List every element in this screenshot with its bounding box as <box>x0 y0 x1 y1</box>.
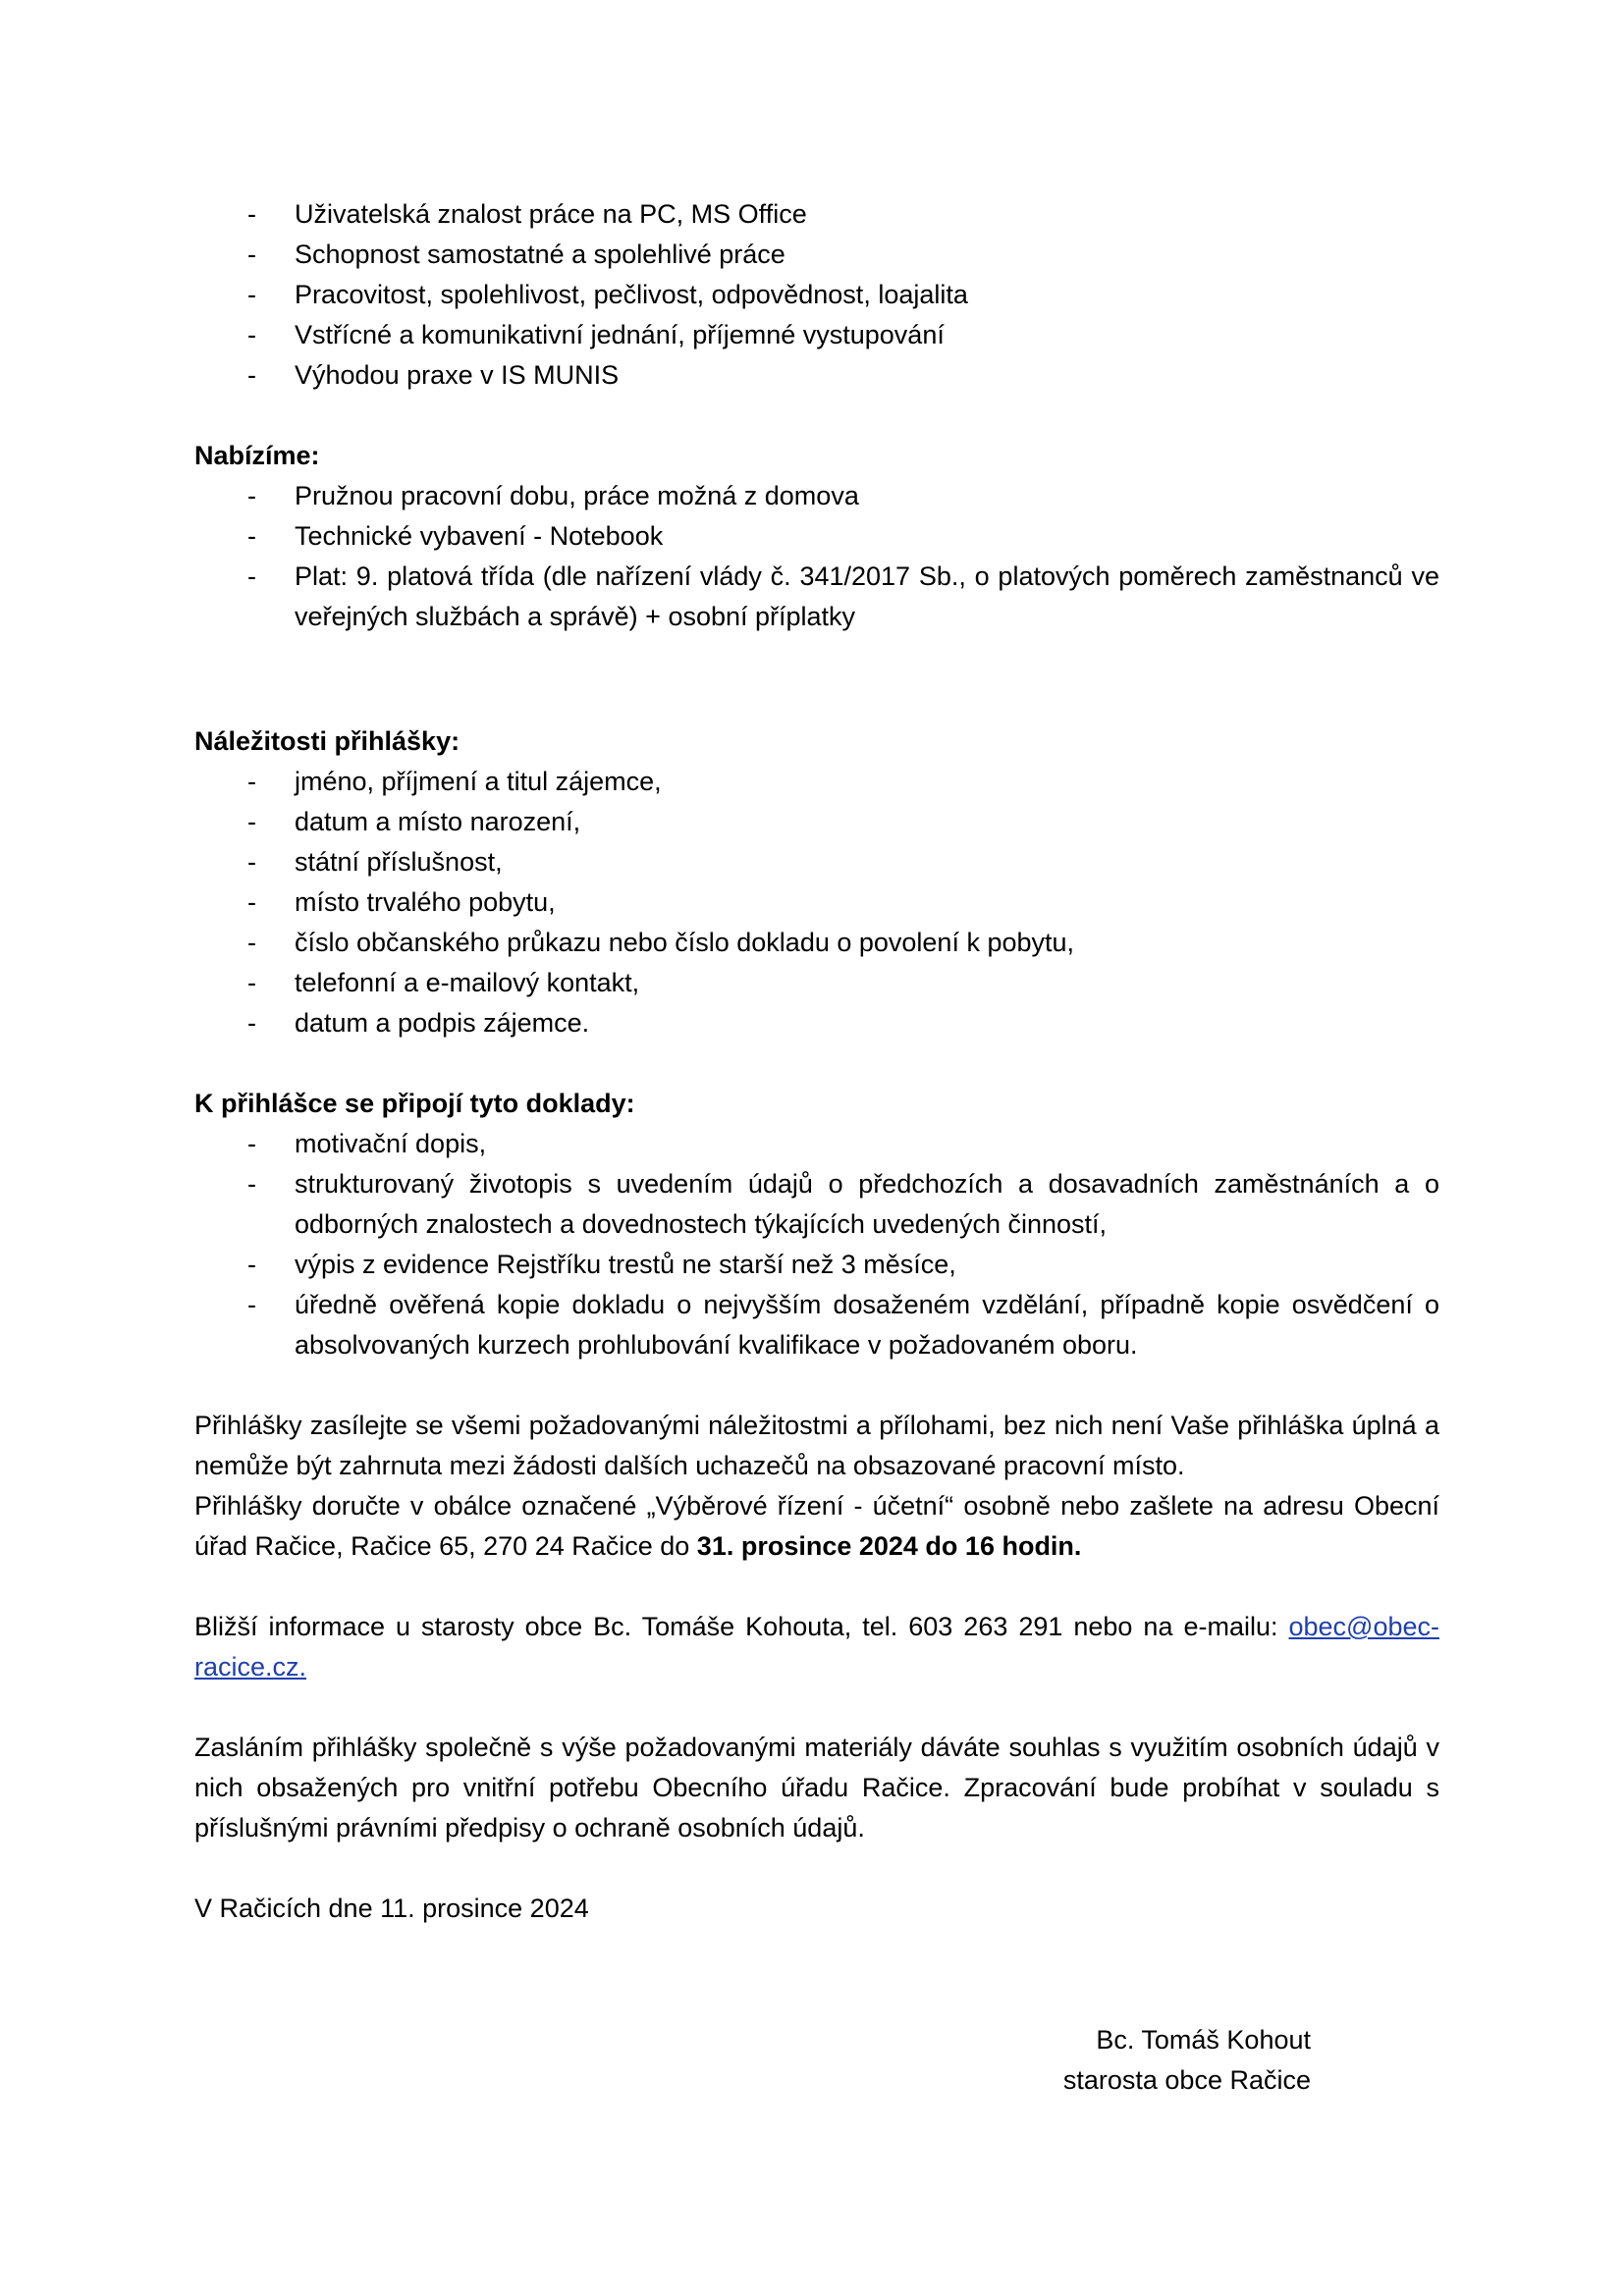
list-item: - místo trvalého pobytu, <box>194 882 1439 923</box>
list-item: - Výhodou praxe v IS MUNIS <box>194 355 1439 396</box>
requirements-list <box>194 194 1439 396</box>
offer-heading: Nabízíme: <box>194 441 320 470</box>
list-item: - datum a místo narození, <box>194 802 1439 842</box>
info-text: Bližší informace u starosty obce Bc. Tomáše Kohouta, tel. 603 263 291 nebo na e-mailu: <box>194 1612 1289 1641</box>
list-item: - datum a podpis zájemce. <box>194 1003 1439 1043</box>
documents-heading: K přihlášce se připojí tyto doklady: <box>194 1089 635 1118</box>
list-item: - Pracovitost, spolehlivost, pečlivost, odpovědnost, loajalita <box>194 275 1439 315</box>
consent-paragraph: Zasláním přihlášky společně s výše požadovanými materiály dáváte souhlas s využitím osobních údajů v nich obsažených pro vnitřní potřebu Obecního úřadu Račice. Zpracování bude probíhat v souladu s příslušnými právními předpisy o ochraně osobních údajů. <box>194 1733 1439 1842</box>
list-item: - Vstřícné a komunikativní jednání, příjemné vystupování <box>194 315 1439 355</box>
info-paragraph <box>194 1607 1439 1687</box>
signature-name: Bc. Tomáš Kohout <box>1096 2025 1311 2055</box>
list-item: - Uživatelská znalost práce na PC, MS Office <box>194 194 1439 235</box>
delivery-paragraph <box>194 1486 1439 1567</box>
signature-role: starosta obce Račice <box>1062 2065 1311 2095</box>
list-item: - Technické vybavení - Notebook <box>194 516 1439 557</box>
list-item: - výpis z evidence Rejstříku trestů ne starší než 3 měsíce, <box>194 1245 1439 1285</box>
deadline-text: 31. prosince 2024 do 16 hodin. <box>696 1531 1082 1561</box>
list-item: - jméno, příjmení a titul zájemce, <box>194 762 1439 802</box>
date-line: V Račicích dne 11. prosince 2024 <box>194 1894 589 1923</box>
list-item: - úředně ověřená kopie dokladu o nejvyšším dosaženém vzdělání, případně kopie osvědčení o absolvovaných kurzech prohlubování kvalifikace v požadovaném oboru. <box>194 1285 1439 1365</box>
list-item: - strukturovaný životopis s uvedením údajů o předchozích a dosavadních zaměstnáních a o odborných znalostech a dovednostech týkajících uvedených činností, <box>194 1164 1439 1245</box>
delivery-text: Přihlášky doručte v obálce označené „Výběrové řízení - účetní“ osobně nebo zašlete na adresu Obecní úřad Račice, Račice 65, 270 24 Račice do <box>194 1491 1439 1561</box>
application-list <box>194 762 1439 1043</box>
documents-list <box>194 1124 1439 1365</box>
list-item: - Plat: 9. platová třída (dle nařízení vlády č. 341/2017 Sb., o platových poměrech zaměstnanců ve veřejných službách a správě) + osobní příplatky <box>194 557 1439 637</box>
submission-paragraph: Přihlášky zasílejte se všemi požadovanými náležitostmi a přílohami, bez nich není Vaše přihláška úplná a nemůže být zahrnuta mezi žádosti dalších uchazečů na obsazované pracovní místo. <box>194 1411 1439 1480</box>
list-item: - motivační dopis, <box>194 1124 1439 1164</box>
list-item: - státní příslušnost, <box>194 842 1439 882</box>
offer-list <box>194 476 1439 637</box>
list-item: - Schopnost samostatné a spolehlivé práce <box>194 235 1439 275</box>
document-body <box>194 194 1439 1929</box>
email-link[interactable]: obec@obec-racice.cz. <box>194 1612 1439 1682</box>
list-item: - číslo občanského průkazu nebo číslo dokladu o povolení k pobytu, <box>194 923 1439 963</box>
application-heading: Náležitosti přihlášky: <box>194 726 460 756</box>
list-item: - Pružnou pracovní dobu, práce možná z domova <box>194 476 1439 516</box>
list-item: - telefonní a e-mailový kontakt, <box>194 963 1439 1003</box>
signature-block <box>194 2020 1311 2101</box>
